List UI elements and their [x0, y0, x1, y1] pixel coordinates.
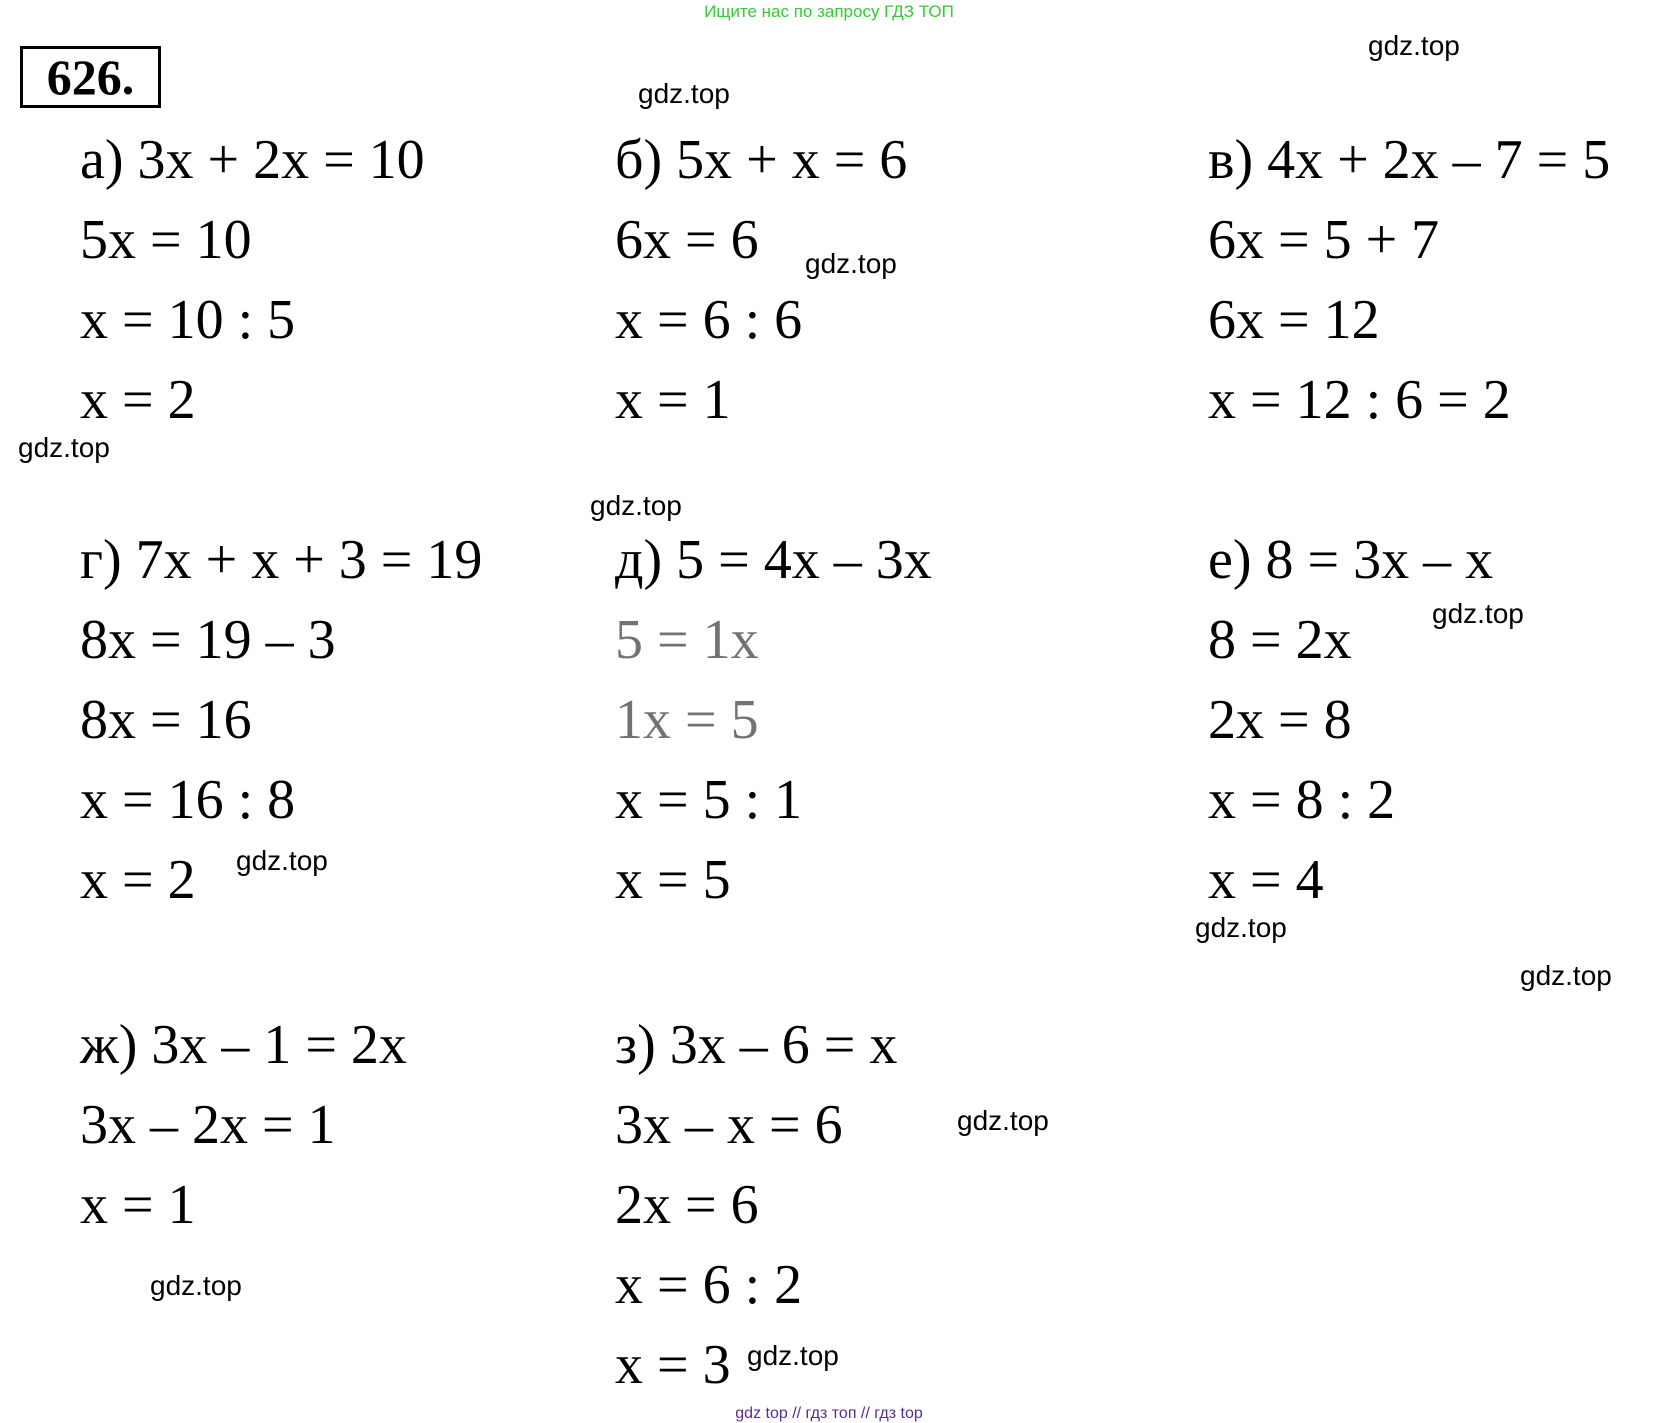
solution-line: 6x = 5 + 7 [1208, 209, 1440, 271]
watermark: gdz.top [1368, 30, 1460, 61]
solution-line: x = 12 : 6 = 2 [1208, 369, 1511, 431]
watermark: gdz.top [957, 1105, 1049, 1136]
solution-line: 8x = 19 – 3 [80, 609, 336, 671]
solution-line: x = 2 [80, 849, 196, 911]
watermark: gdz.top [638, 78, 730, 109]
solution-line: x = 5 [615, 849, 731, 911]
solution-line: x = 16 : 8 [80, 769, 296, 831]
solution-line: x = 2 [80, 369, 196, 431]
problem-number: 626. [20, 46, 161, 108]
solution-line: x = 3 [615, 1334, 731, 1396]
solution-line: ж) 3x – 1 = 2x [80, 1014, 407, 1076]
watermark: gdz.top [150, 1270, 242, 1301]
solution-line: з) 3x – 6 = x [615, 1014, 898, 1076]
solution-line: x = 4 [1208, 849, 1324, 911]
solution-line: 5 = 1x [615, 609, 759, 671]
solution-line: 8x = 16 [80, 689, 252, 751]
watermark: gdz.top [747, 1340, 839, 1371]
solution-line: б) 5x + x = 6 [615, 129, 908, 191]
solution-line: 2x = 6 [615, 1174, 759, 1236]
solution-line: 6x = 6 [615, 209, 759, 271]
watermark: gdz.top [1520, 960, 1612, 991]
top-banner: Ищите нас по запросу ГДЗ ТОП [704, 2, 954, 21]
watermark: gdz.top [805, 248, 897, 279]
solution-line: 1x = 5 [615, 689, 759, 751]
footer: gdz top // гдз топ // гдз top [735, 1405, 923, 1422]
watermark: gdz.top [1195, 912, 1287, 943]
solution-line: 6x = 12 [1208, 289, 1380, 351]
solution-line: x = 1 [80, 1174, 196, 1236]
solution-line: е) 8 = 3x – x [1208, 529, 1494, 591]
solution-line: г) 7x + x + 3 = 19 [80, 529, 483, 591]
solution-line: x = 5 : 1 [615, 769, 803, 831]
watermark: gdz.top [236, 845, 328, 876]
solution-line: 8 = 2x [1208, 609, 1352, 671]
solution-line: в) 4x + 2x – 7 = 5 [1208, 129, 1611, 191]
solution-line: д) 5 = 4x – 3x [615, 529, 932, 591]
solution-line: а) 3x + 2x = 10 [80, 129, 425, 191]
solution-line: x = 8 : 2 [1208, 769, 1396, 831]
solution-line: x = 1 [615, 369, 731, 431]
solution-line: x = 6 : 2 [615, 1254, 803, 1316]
solution-line: 3x – 2x = 1 [80, 1094, 336, 1156]
watermark: gdz.top [590, 490, 682, 521]
solution-line: 5x = 10 [80, 209, 252, 271]
solution-line: x = 10 : 5 [80, 289, 296, 351]
watermark: gdz.top [18, 432, 110, 463]
solution-line: x = 6 : 6 [615, 289, 803, 351]
watermark: gdz.top [1432, 598, 1524, 629]
solution-line: 3x – x = 6 [615, 1094, 843, 1156]
solution-line: 2x = 8 [1208, 689, 1352, 751]
